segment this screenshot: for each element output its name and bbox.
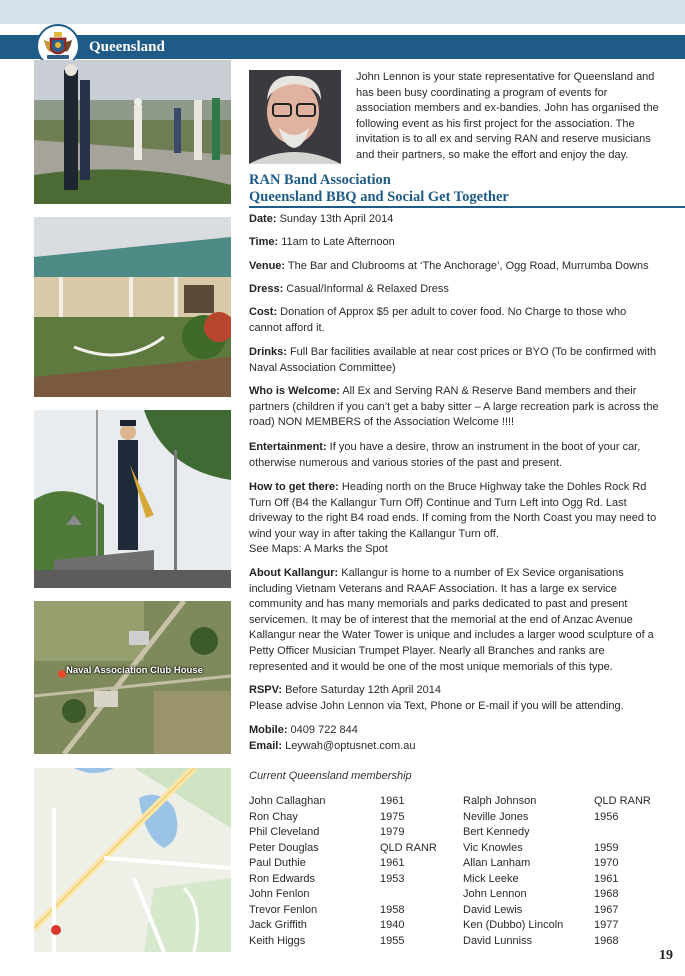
member-name: Ron Edwards bbox=[249, 872, 316, 885]
event-cost: Cost: Donation of Approx $5 per adult to cover food. No Charge to those who cannot afford it. bbox=[249, 306, 627, 334]
photo-sailor-statues bbox=[34, 60, 231, 204]
member-name: Phil Cleveland bbox=[249, 826, 320, 839]
event-heading-line2: Queensland BBQ and Social Get Together bbox=[249, 189, 509, 205]
member-year: 1958 bbox=[380, 903, 405, 916]
member-year: 1956 bbox=[594, 810, 619, 823]
photo-club-house bbox=[34, 217, 231, 397]
member-name: David Lewis bbox=[463, 903, 523, 916]
member-name: Vic Knowles bbox=[463, 841, 523, 854]
member-year: 1940 bbox=[380, 919, 405, 932]
membership-right-names bbox=[463, 794, 563, 949]
member-name: Jack Griffith bbox=[249, 919, 307, 932]
member-name: Ken (Dubbo) Lincoln bbox=[463, 919, 564, 932]
membership-left-names bbox=[249, 794, 325, 949]
map-aerial bbox=[34, 601, 231, 754]
membership-caption: Current Queensland membership bbox=[249, 770, 412, 782]
member-name: Ralph Johnson bbox=[463, 795, 537, 807]
member-year: 1968 bbox=[594, 934, 619, 947]
photo-john-lennon bbox=[249, 70, 341, 164]
contact-email: Email: Leywah@optusnet.com.au bbox=[249, 740, 416, 752]
section-header bbox=[0, 35, 685, 59]
event-rsvp: RSPV: Before Saturday 12th April 2014 bbox=[249, 684, 442, 696]
member-year: 1961 bbox=[380, 857, 405, 870]
event-directions: How to get there: Heading north on the Bruce Highway take the Dohles Rock Rd Turn Off (B4 the Kallangur Turn Off) Continue and Turn Left into Ogg Rd. Last driveway to the right B4 road ends. If coming from the North Coast you may need to wind your way in after taking the Kallangur Turn off. bbox=[249, 481, 657, 540]
event-heading bbox=[249, 172, 685, 206]
member-year bbox=[594, 825, 651, 841]
member-year: 1961 bbox=[594, 872, 619, 885]
event-heading-line1: RAN Band Association bbox=[249, 172, 391, 188]
photo-trumpet-memorial bbox=[34, 410, 231, 588]
event-date: Date: Sunday 13th April 2014 bbox=[249, 213, 394, 225]
member-year: 1977 bbox=[594, 919, 619, 932]
membership-right-years bbox=[594, 794, 651, 949]
member-name: Ron Chay bbox=[249, 810, 298, 823]
member-name: David Lunniss bbox=[463, 934, 533, 947]
member-year: 1970 bbox=[594, 857, 619, 870]
member-year bbox=[380, 887, 437, 903]
member-name: Trevor Fenlon bbox=[249, 903, 318, 916]
membership-left-years bbox=[380, 794, 437, 949]
member-name: John Callaghan bbox=[249, 795, 326, 807]
map-location-label: Naval Association Club House bbox=[66, 665, 203, 676]
heading-divider bbox=[249, 206, 685, 208]
about-kallangur: About Kallangur: Kallangur is home to a number of Ex Sevice organisations including Vietnam Veterans and RAAF Association. It has a large ex service community and has many memorials and parks dedicated to past and present servicemen. It may be of interest that the memorial at the end of Anzac Avenue Kallangur near the Water Tower is unique and includes a larger wood sculpture of a Petty Officer Musician Trumpet Player. Nearly all Branches and ranks are represented and it would be one of the most unique memorials of this type. bbox=[249, 567, 654, 673]
member-year: 1968 bbox=[594, 888, 619, 901]
member-name: Paul Duthie bbox=[249, 857, 306, 870]
member-year: 1953 bbox=[380, 872, 405, 885]
member-name: Neville Jones bbox=[463, 810, 529, 823]
contact-mobile: Mobile: 0409 722 844 bbox=[249, 724, 358, 736]
intro-paragraph: John Lennon is your state representative for Queensland and has been busy coordinating a program of events for association members and ex-bandies. John has organised the following event as his first project for the association. The invitation is to all ex and serving RAN and reserve musicians and their partners, so make the effort and enjoy the day. bbox=[356, 71, 659, 161]
member-year: QLD RANR bbox=[594, 795, 651, 807]
top-band bbox=[0, 0, 685, 24]
event-who-welcome: Who is Welcome: All Ex and Serving RAN & Reserve Band members and their partners (children if you can’t get a baby sitter – A large recreation park is across the road) NON MEMBERS of the Association Welcome !!!! bbox=[249, 385, 659, 429]
event-entertainment: Entertainment: If you have a desire, throw an instrument in the boot of your car, otherwise numerous and various stories of the past and present. bbox=[249, 441, 641, 469]
event-time: Time: 11am to Late Afternoon bbox=[249, 236, 395, 248]
member-year: 1967 bbox=[594, 903, 619, 916]
member-year: 1959 bbox=[594, 841, 619, 854]
event-dress: Dress: Casual/Informal & Relaxed Dress bbox=[249, 283, 449, 295]
event-see-maps: See Maps: A Marks the Spot bbox=[249, 543, 388, 555]
member-year: 1955 bbox=[380, 934, 405, 947]
member-name: Allan Lanham bbox=[463, 857, 531, 870]
map-street bbox=[34, 768, 231, 952]
page-number: 19 bbox=[659, 948, 673, 963]
event-drinks: Drinks: Full Bar facilities available at near cost prices or BYO (To be confirmed with Naval Association Committee) bbox=[249, 346, 657, 374]
member-name: Bert Kennedy bbox=[463, 826, 530, 839]
member-year: 1979 bbox=[380, 826, 405, 839]
member-year: QLD RANR bbox=[380, 841, 437, 854]
member-name: Keith Higgs bbox=[249, 934, 306, 947]
event-venue: Venue: The Bar and Clubrooms at ‘The Anchorage’, Ogg Road, Murrumba Downs bbox=[249, 260, 649, 272]
member-name: John Fenlon bbox=[249, 888, 310, 901]
member-name: John Lennon bbox=[463, 888, 527, 901]
section-title: Queensland bbox=[89, 39, 165, 55]
member-name: Peter Douglas bbox=[249, 841, 319, 854]
member-year: 1961 bbox=[380, 795, 405, 807]
member-year: 1975 bbox=[380, 810, 405, 823]
event-rsvp-note: Please advise John Lennon via Text, Phone or E-mail if you will be attending. bbox=[249, 700, 624, 712]
member-name: Mick Leeke bbox=[463, 872, 519, 885]
